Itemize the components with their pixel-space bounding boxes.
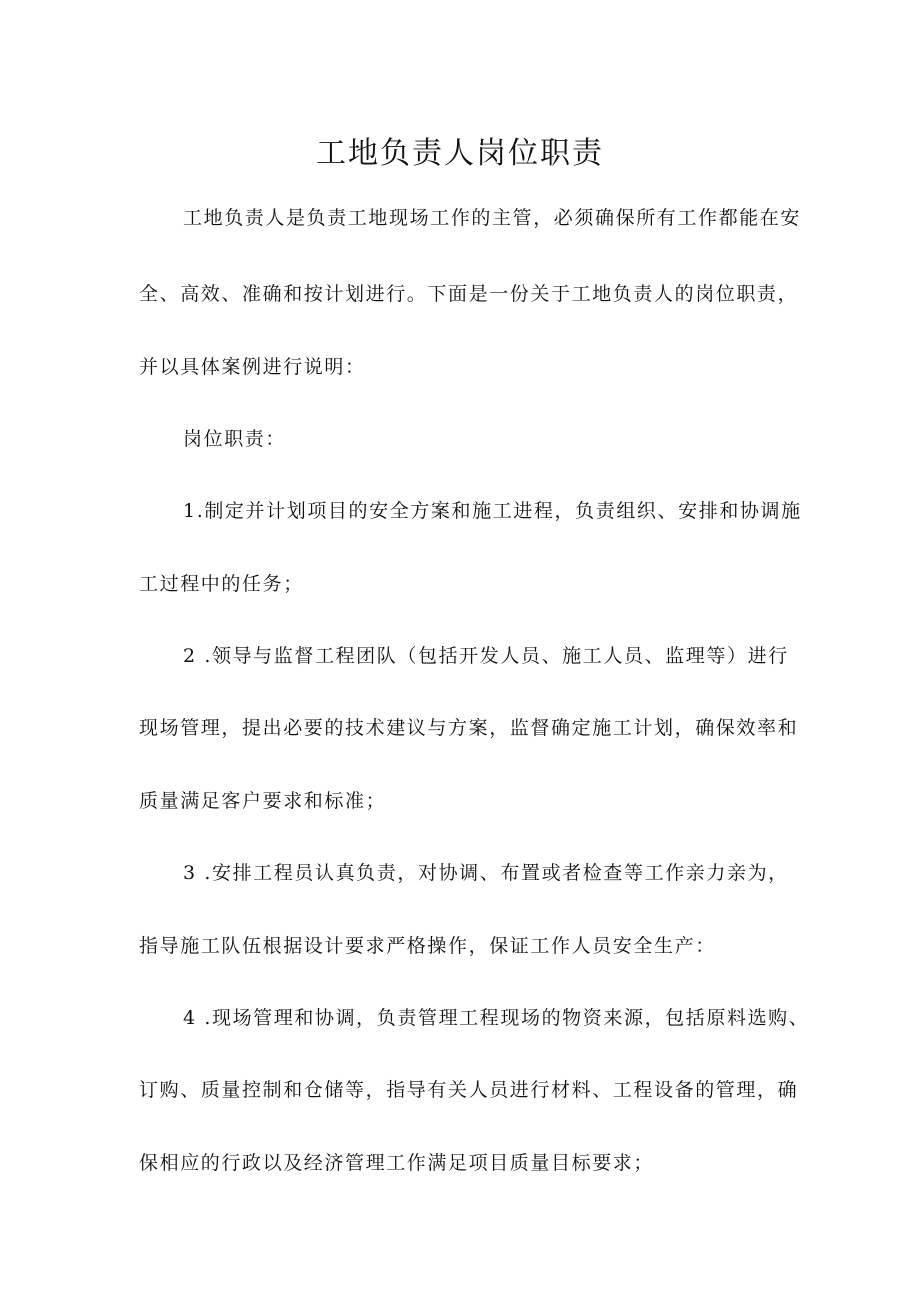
- list-item-line: 订购、质量控制和仓储等，指导有关人员进行材料、工程设备的管理，确: [139, 1079, 799, 1101]
- section-heading: 岗位职责：: [183, 428, 287, 450]
- paragraph-line: 全、高效、准确和按计划进行。下面是一份关于工地负责人的岗位职责，: [139, 283, 799, 305]
- list-item-line: 指导施工队伍根据设计要求严格操作，保证工作人员安全生产：: [139, 935, 716, 957]
- list-item-line: 1.制定并计划项目的安全方案和施工进程，负责组织、安排和协调施: [183, 500, 802, 522]
- paragraph-line: 工地负责人是负责工地现场工作的主管，必须确保所有工作都能在安: [183, 207, 802, 229]
- list-item-line: 3 .安排工程员认真负责，对协调、布置或者检查等工作亲力亲为，: [183, 862, 789, 884]
- list-item-line: 工过程中的任务；: [139, 573, 304, 595]
- list-item-line: 质量满足客户要求和标准；: [139, 790, 387, 812]
- list-item-line: 4 .现场管理和协调，负责管理工程现场的物资来源，包括原料选购、: [183, 1007, 810, 1029]
- list-item-line: 现场管理，提出必要的技术建议与方案，监督确定施工计划，确保效率和: [139, 717, 799, 739]
- document-title: 工地负责人岗位职责: [316, 136, 604, 171]
- paragraph-line: 并以具体案例进行说明：: [139, 356, 366, 378]
- list-item-line: 2 .领导与监督工程团队（包括开发人员、施工人员、监理等）进行: [183, 645, 789, 667]
- list-item-line: 保相应的行政以及经济管理工作满足项目质量目标要求；: [139, 1152, 655, 1174]
